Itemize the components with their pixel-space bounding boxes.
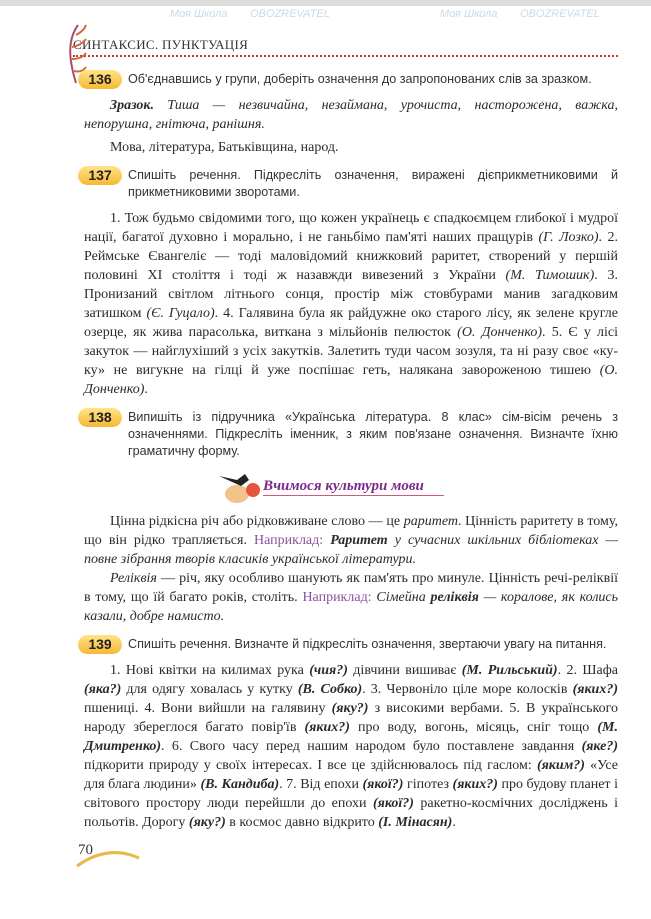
text-segment: . (144, 382, 148, 397)
words-136 (84, 138, 618, 157)
task-instruction: Випишіть із підручника «Українська література. 8 клас» сім-вісім речень з означеннями. Підкресліть іменник, з яким пов'язане означення. Визначте їхню граматичну форму. (128, 410, 618, 458)
text-segment: «Усе для блага людини» (84, 758, 618, 792)
task-instruction: Спишіть речення. Підкресліть означення, виражені дієприкметниковими й прикметниковими зворотами. (128, 168, 618, 199)
text-segment: Раритет (330, 533, 388, 548)
text-segment: . 6. Свого часу перед нашим народом було поставлене завдання (161, 739, 582, 754)
text-segment: (яких?) (304, 720, 350, 735)
text-segment: . 3. Червоніло ціле море колосків (362, 682, 573, 697)
text-segment: 1. Нові квітки на килимах рука (110, 663, 310, 678)
text-segment: Тиша — незвичайна, незаймана, урочиста, насторожена, важка, непорушна, гнітюча, ранішня. (84, 98, 618, 132)
text-segment: (яких?) (452, 777, 498, 792)
text-segment: гіпотез (403, 777, 453, 792)
text-segment: (чия?) (309, 663, 348, 678)
task-136 (78, 71, 618, 88)
text-segment: про воду, вогонь, місяць, сніг тощо (349, 720, 598, 735)
paragraph (84, 96, 618, 134)
paragraph (84, 569, 618, 626)
task-139 (78, 636, 618, 653)
text-segment: — коралове, як колись казали, добре намисто. (84, 590, 619, 624)
text-segment: (яка?) (84, 682, 122, 697)
watermark: Моя Школа (170, 8, 228, 20)
text-segment: (Є. Гуцало) (146, 306, 215, 321)
culture-title: Вчимося культури мови (263, 478, 444, 496)
task-number: 139 (78, 635, 122, 654)
watermark: OBOZREVATEL (520, 8, 600, 20)
text-segment: Наприклад: (254, 533, 331, 548)
text-segment: — річ, яку особливо шанують як пам'ять про минуле. Цінність речі-реліквії в тому, що їй багато років, століть. (84, 571, 618, 605)
task-number: 138 (78, 408, 122, 427)
text-segment: . 5. Є у лісі закуток — найглухіший з усіх закутків. Залетить туди часом зозуля, та ні разу своє «ку-ку» не вигукне на гілці й уже поспішає геть, налякана завороженою тишею (84, 325, 619, 378)
page-content (73, 0, 618, 878)
text-segment: Реліквія (110, 571, 157, 586)
text-segment: (яким?) (536, 758, 585, 773)
culture-section-heading (215, 468, 515, 512)
text-segment: . (452, 815, 456, 830)
text-segment: (М. Дмитренко) (84, 720, 618, 754)
text-segment: Мова, література, Батьківщина, народ. (110, 140, 339, 155)
text-segment: (яких?) (572, 682, 618, 697)
text-segment: (В. Собко) (297, 682, 363, 697)
text-segment: (яку?) (331, 701, 369, 716)
text-segment: (якої?) (372, 796, 414, 811)
text-segment: раритет (403, 514, 458, 529)
text-segment: 1. Тож будьмо свідомими того, що кожен українець є спадкоємцем глибокої і мудрої нації, багатої духовно і морально, і не ганьбімо пам'яті наших пращурів (84, 211, 618, 245)
text-segment: ракетно-космічних досліджень і польотів. Дорогу (84, 796, 619, 830)
text-segment: дівчини вишиває (347, 663, 462, 678)
text-segment: (яке?) (581, 739, 618, 754)
page-number: 70 (78, 842, 93, 858)
paragraph (84, 209, 618, 399)
text-segment: (М. Тимошик) (505, 268, 595, 283)
culture-text (84, 512, 618, 626)
text-segment: Наприклад: (302, 590, 377, 605)
text-segment: . 2. Реймське Євангеліє — тоді маловідомий книжковий раритет, створений у першій половині XI століття і тоді ж назавжди вивезений з України (84, 230, 618, 283)
text-segment: (О. Донченко) (84, 363, 618, 397)
text-segment: у сучасних шкільних бібліотеках — повне зібрання творів класиків української літератури. (84, 533, 618, 567)
exercise-137-text (84, 209, 618, 399)
paragraph (84, 512, 618, 569)
text-segment: Цінна рідкісна річ або рідковживане слово — це (110, 514, 404, 529)
text-segment: в космос давно відкрито (225, 815, 379, 830)
text-segment: Зразок. (110, 98, 168, 113)
text-segment: з високими вербами. 5. В українського народу збереглося багато повір'їв (84, 701, 618, 735)
bird-flower-icon (215, 468, 265, 510)
text-segment: (О. Донченко) (457, 325, 542, 340)
text-segment: про будову планет і світового простору люди перейшли до епохи (84, 777, 618, 811)
text-segment: . 3. Пронизаний світлом літнього сонця, простір між стовбурами манив загадковим затишком (84, 268, 618, 321)
text-segment: (Г. Лозко) (538, 230, 599, 245)
text-segment: (яку?) (188, 815, 226, 830)
task-number: 136 (78, 70, 122, 89)
task-instruction: Об'єднавшись у групи, доберіть означення до запропонованих слів за зразком. (128, 72, 592, 86)
text-segment: . 4. Галявина була як райдужне око старого лісу, як зелене кругле озерце, як жива парасолька, виткана з мільйонів пелюсток (84, 306, 618, 340)
page-footer (73, 838, 618, 878)
sample-136 (84, 96, 618, 134)
text-segment: Сімейна (376, 590, 431, 605)
task-137 (78, 167, 618, 201)
task-number: 137 (78, 166, 122, 185)
text-segment: реліквія (430, 590, 479, 605)
paragraph (84, 138, 618, 157)
text-segment: . 7. Від епохи (279, 777, 363, 792)
text-segment: . 2. Шафа (557, 663, 619, 678)
task-138 (78, 409, 618, 460)
watermark: OBOZREVATEL (250, 8, 330, 20)
task-instruction: Спишіть речення. Визначте й підкресліть означення, звертаючи увагу на питання. (128, 637, 607, 651)
text-segment: підкорити природу у своїх інтересах. І все це здійснювалось під гаслом: (84, 758, 537, 773)
paragraph (84, 661, 618, 832)
text-segment: (М. Рильський) (461, 663, 558, 678)
text-segment: (І. Мінасян) (378, 815, 453, 830)
text-segment: для одягу ховалась у кутку (121, 682, 298, 697)
section-header: СИНТАКСИС. ПУНКТУАЦІЯ (73, 37, 618, 57)
text-segment: . Цінність раритету в тому, що він рідко трапляється. (84, 514, 618, 548)
exercise-139-text (84, 661, 618, 832)
text-segment: (якої?) (362, 777, 404, 792)
text-segment: (В. Кандиба) (200, 777, 280, 792)
text-segment: пшениці. 4. Вони вийшли на галявину (84, 701, 332, 716)
watermark: Моя Школа (440, 8, 498, 20)
